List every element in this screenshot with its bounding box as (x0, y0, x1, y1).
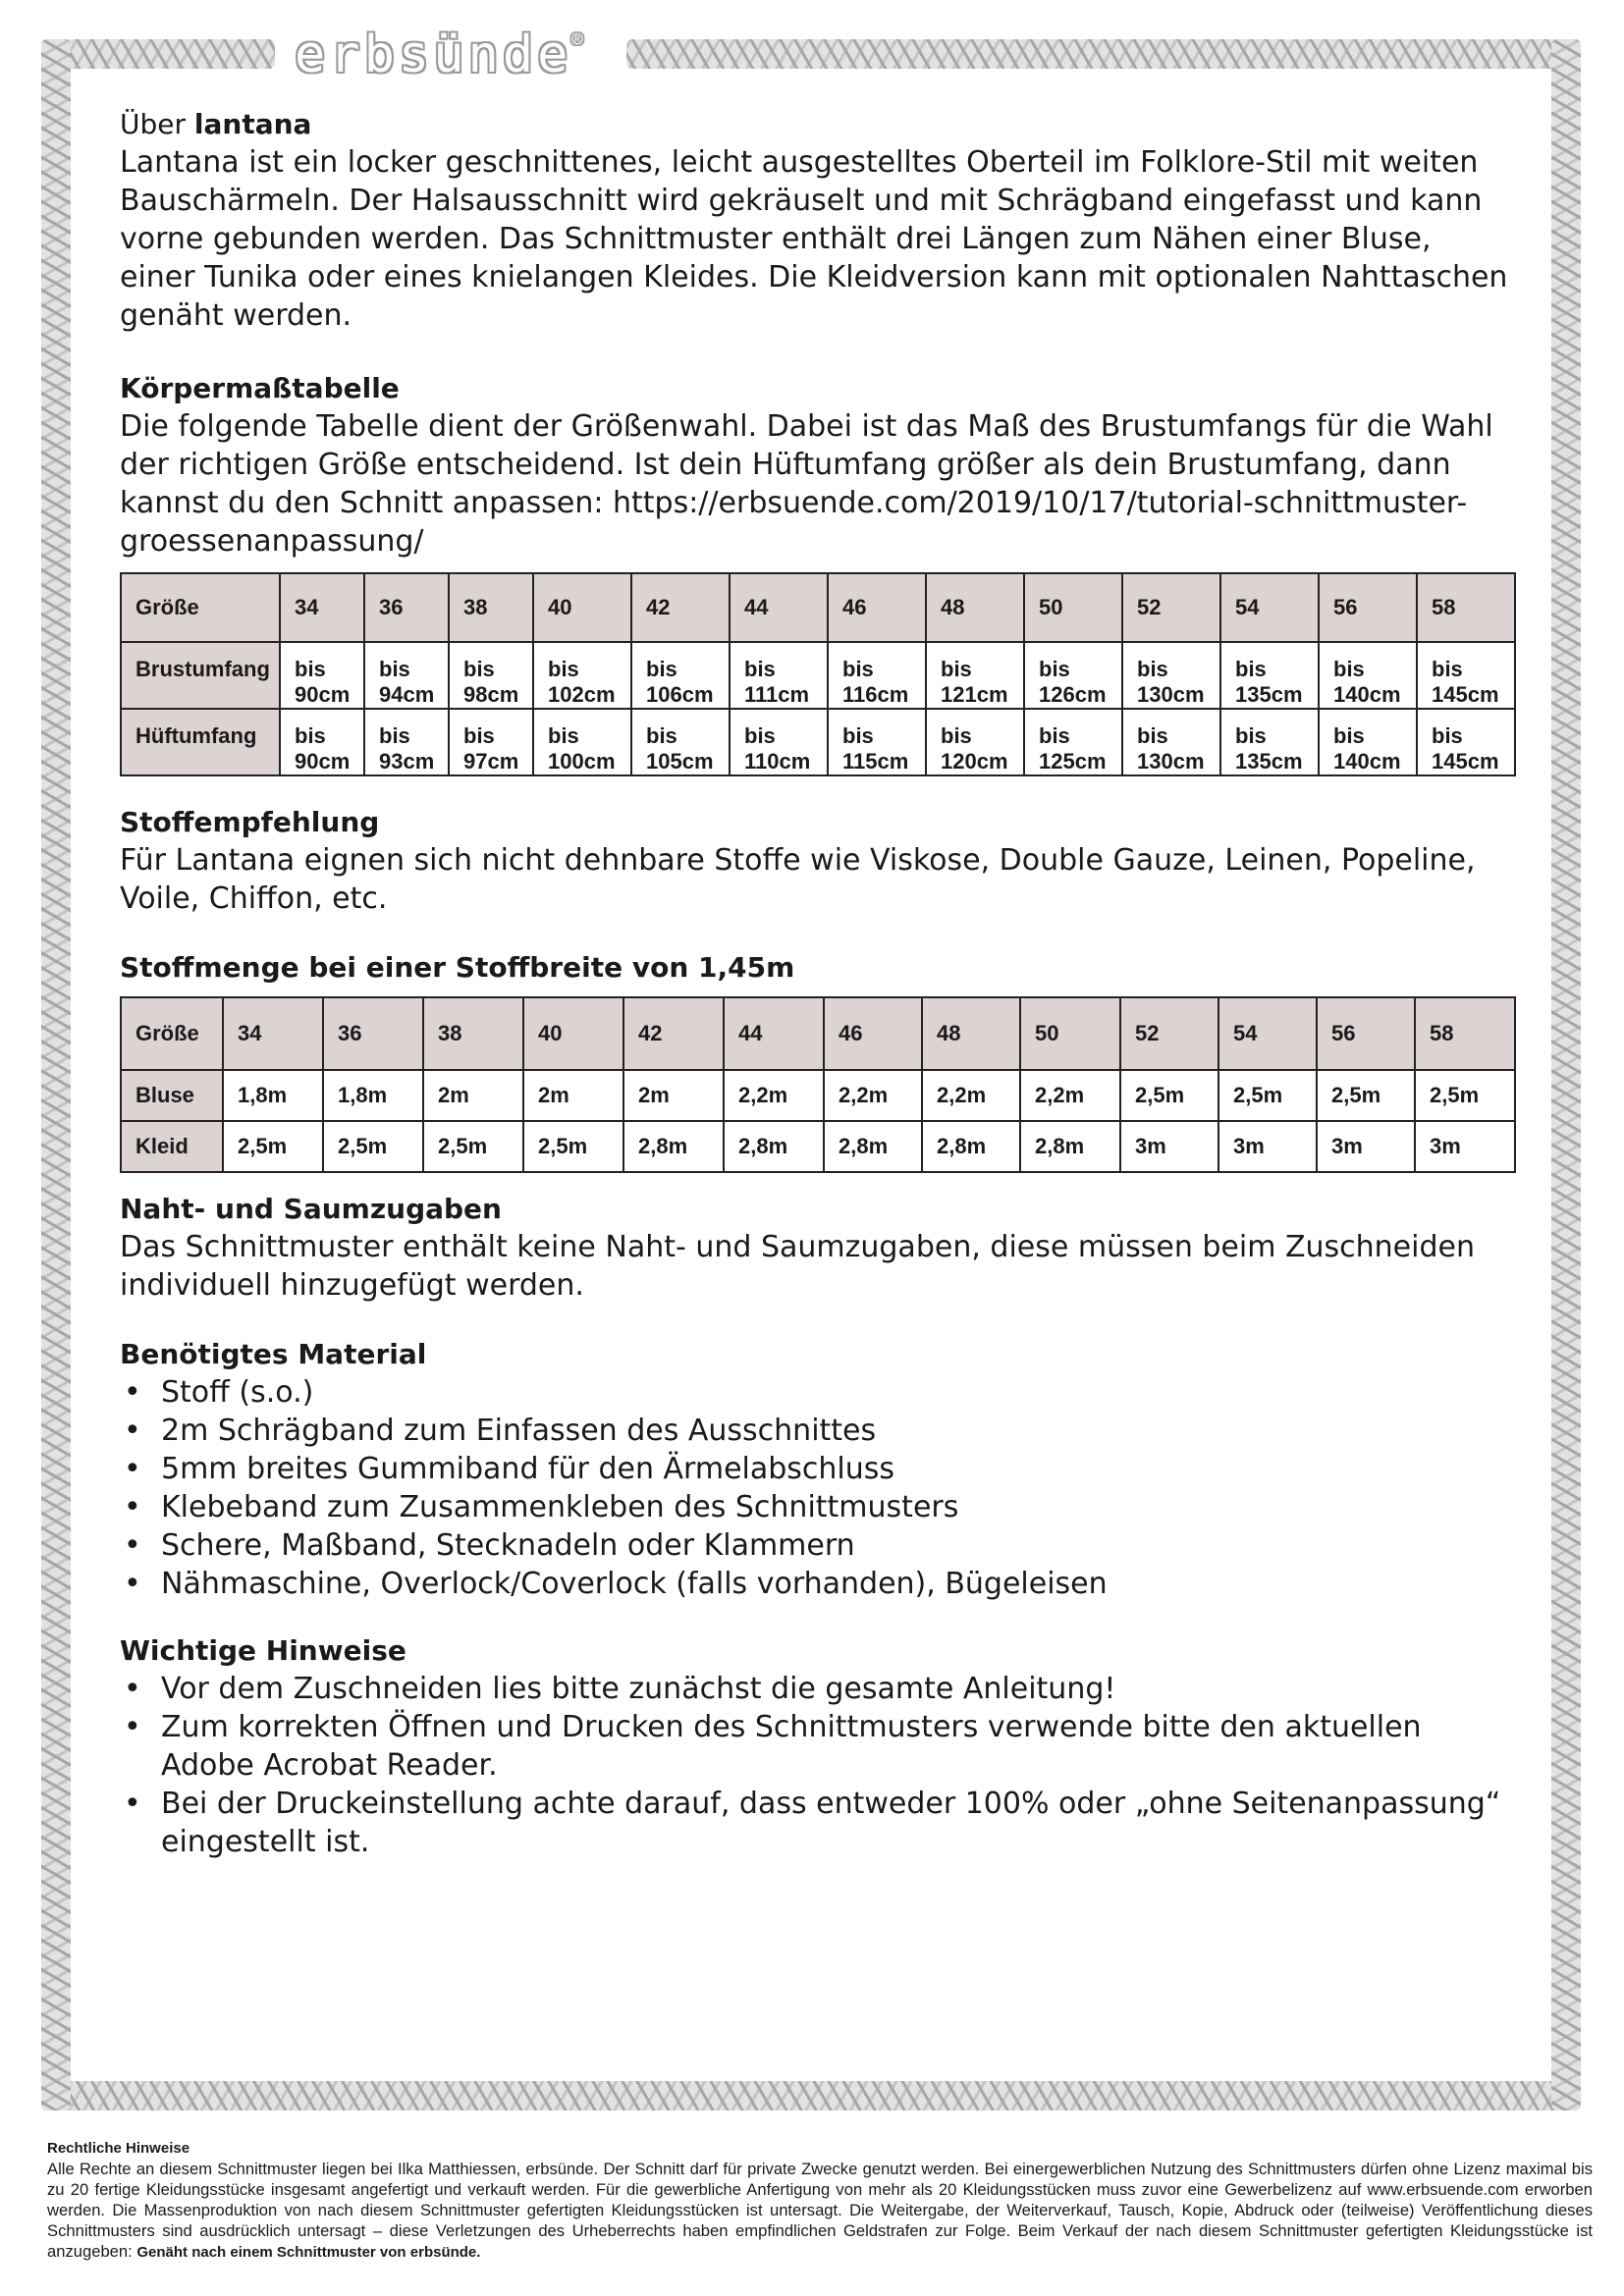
value-prefix: bis (1432, 723, 1463, 748)
body-measurements-section (120, 370, 1514, 776)
size-cell: 52 (1122, 573, 1220, 642)
document-content (120, 106, 1514, 1861)
value-prefix: bis (842, 723, 874, 748)
list-item: • Nähmaschine, Overlock/Coverlock (falls vorhanden), Bügeleisen (120, 1565, 1514, 1603)
value-text: 120cm (941, 749, 1008, 774)
value-text: 97cm (463, 749, 519, 774)
value-cell (533, 709, 631, 775)
value-prefix: bis (646, 723, 677, 748)
value-text: 140cm (1333, 749, 1401, 774)
value-cell: 2,2m (824, 1070, 922, 1121)
value-cell: 2,5m (1120, 1070, 1218, 1121)
about-section (120, 106, 1514, 335)
body-measurements-paragraph: Die folgende Tabelle dient der Größenwahl. Dabei ist das Maß des Brustumfangs für die Wahl der richtigen Größe entscheidend. Ist dein Hüftumfang größer als dein Brustumfang, dann kannst du den Schnitt anpassen: https://erbsuende.com/2019/10/17/tutorial-schnittmuster-groessenanpassung/ (120, 409, 1493, 559)
value-prefix: bis (463, 657, 495, 681)
value-prefix: bis (295, 723, 326, 748)
table-header-row (121, 997, 1515, 1070)
value-text: 130cm (1137, 682, 1205, 707)
value-prefix: bis (1235, 723, 1267, 748)
value-cell (1024, 709, 1122, 775)
value-cell (280, 642, 364, 709)
table-row (121, 642, 1515, 709)
value-cell (926, 709, 1024, 775)
value-cell: 2,2m (1020, 1070, 1120, 1121)
about-heading: Über lantana (120, 108, 312, 140)
value-prefix: bis (1333, 657, 1365, 681)
list-item: • Zum korrekten Öffnen und Drucken des Schnittmusters verwende bitte den aktuellen Adobe Acrobat Reader. (120, 1708, 1514, 1785)
value-cell: 2,5m (1415, 1070, 1515, 1121)
value-text: 102cm (548, 682, 616, 707)
value-prefix: bis (842, 657, 874, 681)
value-cell (1417, 709, 1515, 775)
fabric-amount-heading: Stoffmenge bei einer Stoffbreite von 1,45m (120, 951, 795, 984)
value-text: 110cm (744, 749, 811, 774)
notes-list (120, 1670, 1514, 1861)
notes-section (120, 1632, 1514, 1861)
value-prefix: bis (744, 723, 776, 748)
size-cell: 40 (523, 997, 623, 1070)
value-cell (730, 642, 828, 709)
value-cell: 2,5m (1317, 1070, 1415, 1121)
size-cell: 52 (1120, 997, 1218, 1070)
table-row (121, 709, 1515, 775)
fabric-amount-section (120, 949, 1514, 1173)
value-cell: 2,2m (922, 1070, 1020, 1121)
value-cell: 2,5m (1218, 1070, 1317, 1121)
value-cell (1417, 642, 1515, 709)
value-prefix: bis (548, 723, 579, 748)
legal-heading: Rechtliche Hinweise (47, 2140, 190, 2157)
value-cell: 2m (623, 1070, 724, 1121)
value-cell: 2,5m (223, 1121, 323, 1172)
list-item: • Vor dem Zuschneiden lies bitte zunächst die gesamte Anleitung! (120, 1670, 1514, 1708)
size-cell: 34 (280, 573, 364, 642)
value-cell: 3m (1317, 1121, 1415, 1172)
value-cell (364, 642, 449, 709)
size-cell: 40 (533, 573, 631, 642)
list-item: • 5mm breites Gummiband für den Ärmelabschluss (120, 1450, 1514, 1488)
value-text: 115cm (842, 749, 909, 774)
value-cell: 2,8m (824, 1121, 922, 1172)
value-text: 145cm (1432, 749, 1499, 774)
value-cell (449, 642, 533, 709)
size-cell: 50 (1024, 573, 1122, 642)
size-cell: 42 (623, 997, 724, 1070)
value-text: 106cm (646, 682, 714, 707)
value-text: 100cm (548, 749, 616, 774)
value-text: 140cm (1333, 682, 1401, 707)
size-cell: 38 (423, 997, 523, 1070)
value-cell: 2,2m (724, 1070, 824, 1121)
value-prefix: bis (744, 657, 776, 681)
value-cell (631, 642, 730, 709)
value-prefix: bis (1432, 657, 1463, 681)
value-cell: 2,8m (922, 1121, 1020, 1172)
seam-allowance-paragraph: Das Schnittmuster enthält keine Naht- und Saumzugaben, diese müssen beim Zuschneiden individuell hinzugefügt werden. (120, 1230, 1475, 1303)
value-prefix: bis (548, 657, 579, 681)
size-cell: 46 (824, 997, 922, 1070)
value-cell (730, 709, 828, 775)
value-text: 130cm (1137, 749, 1205, 774)
size-cell: 56 (1317, 997, 1415, 1070)
size-cell: 46 (828, 573, 926, 642)
size-cell: 34 (223, 997, 323, 1070)
size-cell: 42 (631, 573, 730, 642)
value-prefix: bis (1039, 657, 1070, 681)
value-cell: 3m (1415, 1121, 1515, 1172)
value-cell: 1,8m (223, 1070, 323, 1121)
value-cell (1122, 642, 1220, 709)
value-prefix: bis (379, 657, 410, 681)
seam-allowance-heading: Naht- und Saumzugaben (120, 1193, 502, 1225)
value-text: 111cm (744, 682, 810, 707)
value-cell: 3m (1120, 1121, 1218, 1172)
value-cell (1122, 709, 1220, 775)
value-text: 126cm (1039, 682, 1107, 707)
value-cell (1220, 709, 1319, 775)
size-cell: 44 (730, 573, 828, 642)
size-cell: 54 (1218, 997, 1317, 1070)
value-cell (828, 709, 926, 775)
value-cell (1220, 642, 1319, 709)
about-paragraph: Lantana ist ein locker geschnittenes, leicht ausgestelltes Oberteil im Folklore-Stil mit weiten Bauschärmeln. Der Halsausschnitt wird gekräuselt und mit Schrägband eingefasst und kann vorne gebunden werden. Das Schnittmuster enthält drei Längen zum Nähen einer Bluse, einer Tunika oder eines knielangen Kleides. Die Kleidversion kann mit optionalen Nahttaschen genäht werden. (120, 145, 1508, 333)
value-cell: 2,8m (1020, 1121, 1120, 1172)
value-cell: 2,8m (724, 1121, 824, 1172)
value-prefix: bis (295, 657, 326, 681)
value-text: 94cm (379, 682, 435, 707)
table-row (121, 1070, 1515, 1121)
frame-top-right (626, 39, 1581, 69)
value-cell: 2m (423, 1070, 523, 1121)
size-cell: 56 (1319, 573, 1417, 642)
value-text: 145cm (1432, 682, 1499, 707)
size-header-cell: Größe (121, 573, 280, 642)
value-cell (280, 709, 364, 775)
frame-right (1551, 39, 1581, 2110)
table-row (121, 1121, 1515, 1172)
size-cell: 36 (364, 573, 449, 642)
value-cell: 1,8m (323, 1070, 423, 1121)
value-prefix: bis (941, 657, 972, 681)
size-cell: 48 (922, 997, 1020, 1070)
value-cell: 2,5m (523, 1121, 623, 1172)
value-text: 116cm (842, 682, 909, 707)
row-label-cell: Kleid (121, 1121, 223, 1172)
value-text: 135cm (1235, 749, 1303, 774)
fabric-recommendation-heading: Stoffempfehlung (120, 806, 380, 838)
list-item: • 2m Schrägband zum Einfassen des Ausschnittes (120, 1412, 1514, 1450)
list-item: • Schere, Maßband, Stecknadeln oder Klammern (120, 1526, 1514, 1565)
notes-heading: Wichtige Hinweise (120, 1634, 406, 1667)
value-text: 90cm (295, 749, 351, 774)
size-cell: 50 (1020, 997, 1120, 1070)
value-prefix: bis (1137, 657, 1168, 681)
brand-logo: erbsünde® (295, 26, 587, 84)
value-cell (828, 642, 926, 709)
value-prefix: bis (1039, 723, 1070, 748)
frame-top-left (41, 39, 275, 69)
value-text: 121cm (941, 682, 1008, 707)
materials-list (120, 1373, 1514, 1603)
seam-allowance-section (120, 1191, 1514, 1305)
value-cell (1319, 709, 1417, 775)
value-cell (1024, 642, 1122, 709)
value-text: 90cm (295, 682, 351, 707)
value-text: 135cm (1235, 682, 1303, 707)
materials-heading: Benötigtes Material (120, 1338, 427, 1370)
list-item: • Klebeband zum Zusammenkleben des Schnittmusters (120, 1488, 1514, 1526)
body-measurements-table (120, 572, 1516, 776)
legal-closing: Genäht nach einem Schnittmuster von erbsünde. (136, 2244, 481, 2261)
frame-left (41, 39, 71, 2110)
value-cell: 3m (1218, 1121, 1317, 1172)
body-measurements-heading: Körpermaßtabelle (120, 372, 400, 404)
list-item: • Stoff (s.o.) (120, 1373, 1514, 1412)
size-cell: 44 (724, 997, 824, 1070)
value-cell: 2,8m (623, 1121, 724, 1172)
size-cell: 58 (1417, 573, 1515, 642)
value-prefix: bis (1137, 723, 1168, 748)
size-cell: 48 (926, 573, 1024, 642)
value-cell: 2,5m (423, 1121, 523, 1172)
value-prefix: bis (941, 723, 972, 748)
value-prefix: bis (1235, 657, 1267, 681)
value-text: 105cm (646, 749, 714, 774)
row-label-cell: Bluse (121, 1070, 223, 1121)
frame-bottom (41, 2081, 1581, 2110)
value-cell (449, 709, 533, 775)
value-cell: 2,5m (323, 1121, 423, 1172)
size-cell: 54 (1220, 573, 1319, 642)
value-prefix: bis (646, 657, 677, 681)
value-cell (926, 642, 1024, 709)
materials-section (120, 1336, 1514, 1603)
fabric-amount-table (120, 996, 1516, 1173)
value-cell (631, 709, 730, 775)
value-text: 98cm (463, 682, 519, 707)
value-text: 93cm (379, 749, 435, 774)
value-cell (1319, 642, 1417, 709)
legal-text: Alle Rechte an diesem Schnittmuster liegen bei Ilka Matthiessen, erbsünde. Der Schnitt darf für private Zwecke genutzt werden. Bei einergewerblichen Nutzung des Schnittmusters dürfen ohne Lizenz maximal bis zu 20 fertige Kleidungsstücke insgesamt angefertigt und verkauft werden. Für die gewerbliche Anfertigung von mehr als 20 Kleidungsstücken muss zuvor eine Gewerbelizenz auf www.erbsuende.com erworben werden. Die Massenproduktion von nach diesem Schnittmuster gefertigten Kleidungsstücken ist untersagt. Die Weitergabe, der Weiterverkauf, Tausch, Kopie, Abdruck oder (teilweise) Veröffentlichung dieses Schnittmusters sind ausdrücklich untersagt – diese Verletzungen des Urheberrechts haben empfindlichen Geldstrafen zur Folge. Beim Verkauf der nach diesem Schnittmuster gefertigten Kleidungsstücke ist anzugeben: (47, 2160, 1593, 2261)
size-cell: 58 (1415, 997, 1515, 1070)
row-label-cell: Brustumfang (121, 642, 280, 709)
value-text: 125cm (1039, 749, 1107, 774)
value-cell: 2m (523, 1070, 623, 1121)
fabric-recommendation-paragraph: Für Lantana eignen sich nicht dehnbare Stoffe wie Viskose, Double Gauze, Leinen, Popeline, Voile, Chiffon, etc. (120, 843, 1476, 916)
value-prefix: bis (463, 723, 495, 748)
value-cell (364, 709, 449, 775)
size-header-cell: Größe (121, 997, 223, 1070)
value-prefix: bis (379, 723, 410, 748)
size-cell: 38 (449, 573, 533, 642)
size-cell: 36 (323, 997, 423, 1070)
value-prefix: bis (1333, 723, 1365, 748)
table-header-row (121, 573, 1515, 642)
legal-notice (47, 2138, 1593, 2263)
fabric-recommendation-section (120, 804, 1514, 918)
row-label-cell: Hüftumfang (121, 709, 280, 775)
value-cell (533, 642, 631, 709)
list-item: • Bei der Druckeinstellung achte darauf, dass entweder 100% oder „ohne Seitenanpassung“ eingestellt ist. (120, 1785, 1514, 1861)
